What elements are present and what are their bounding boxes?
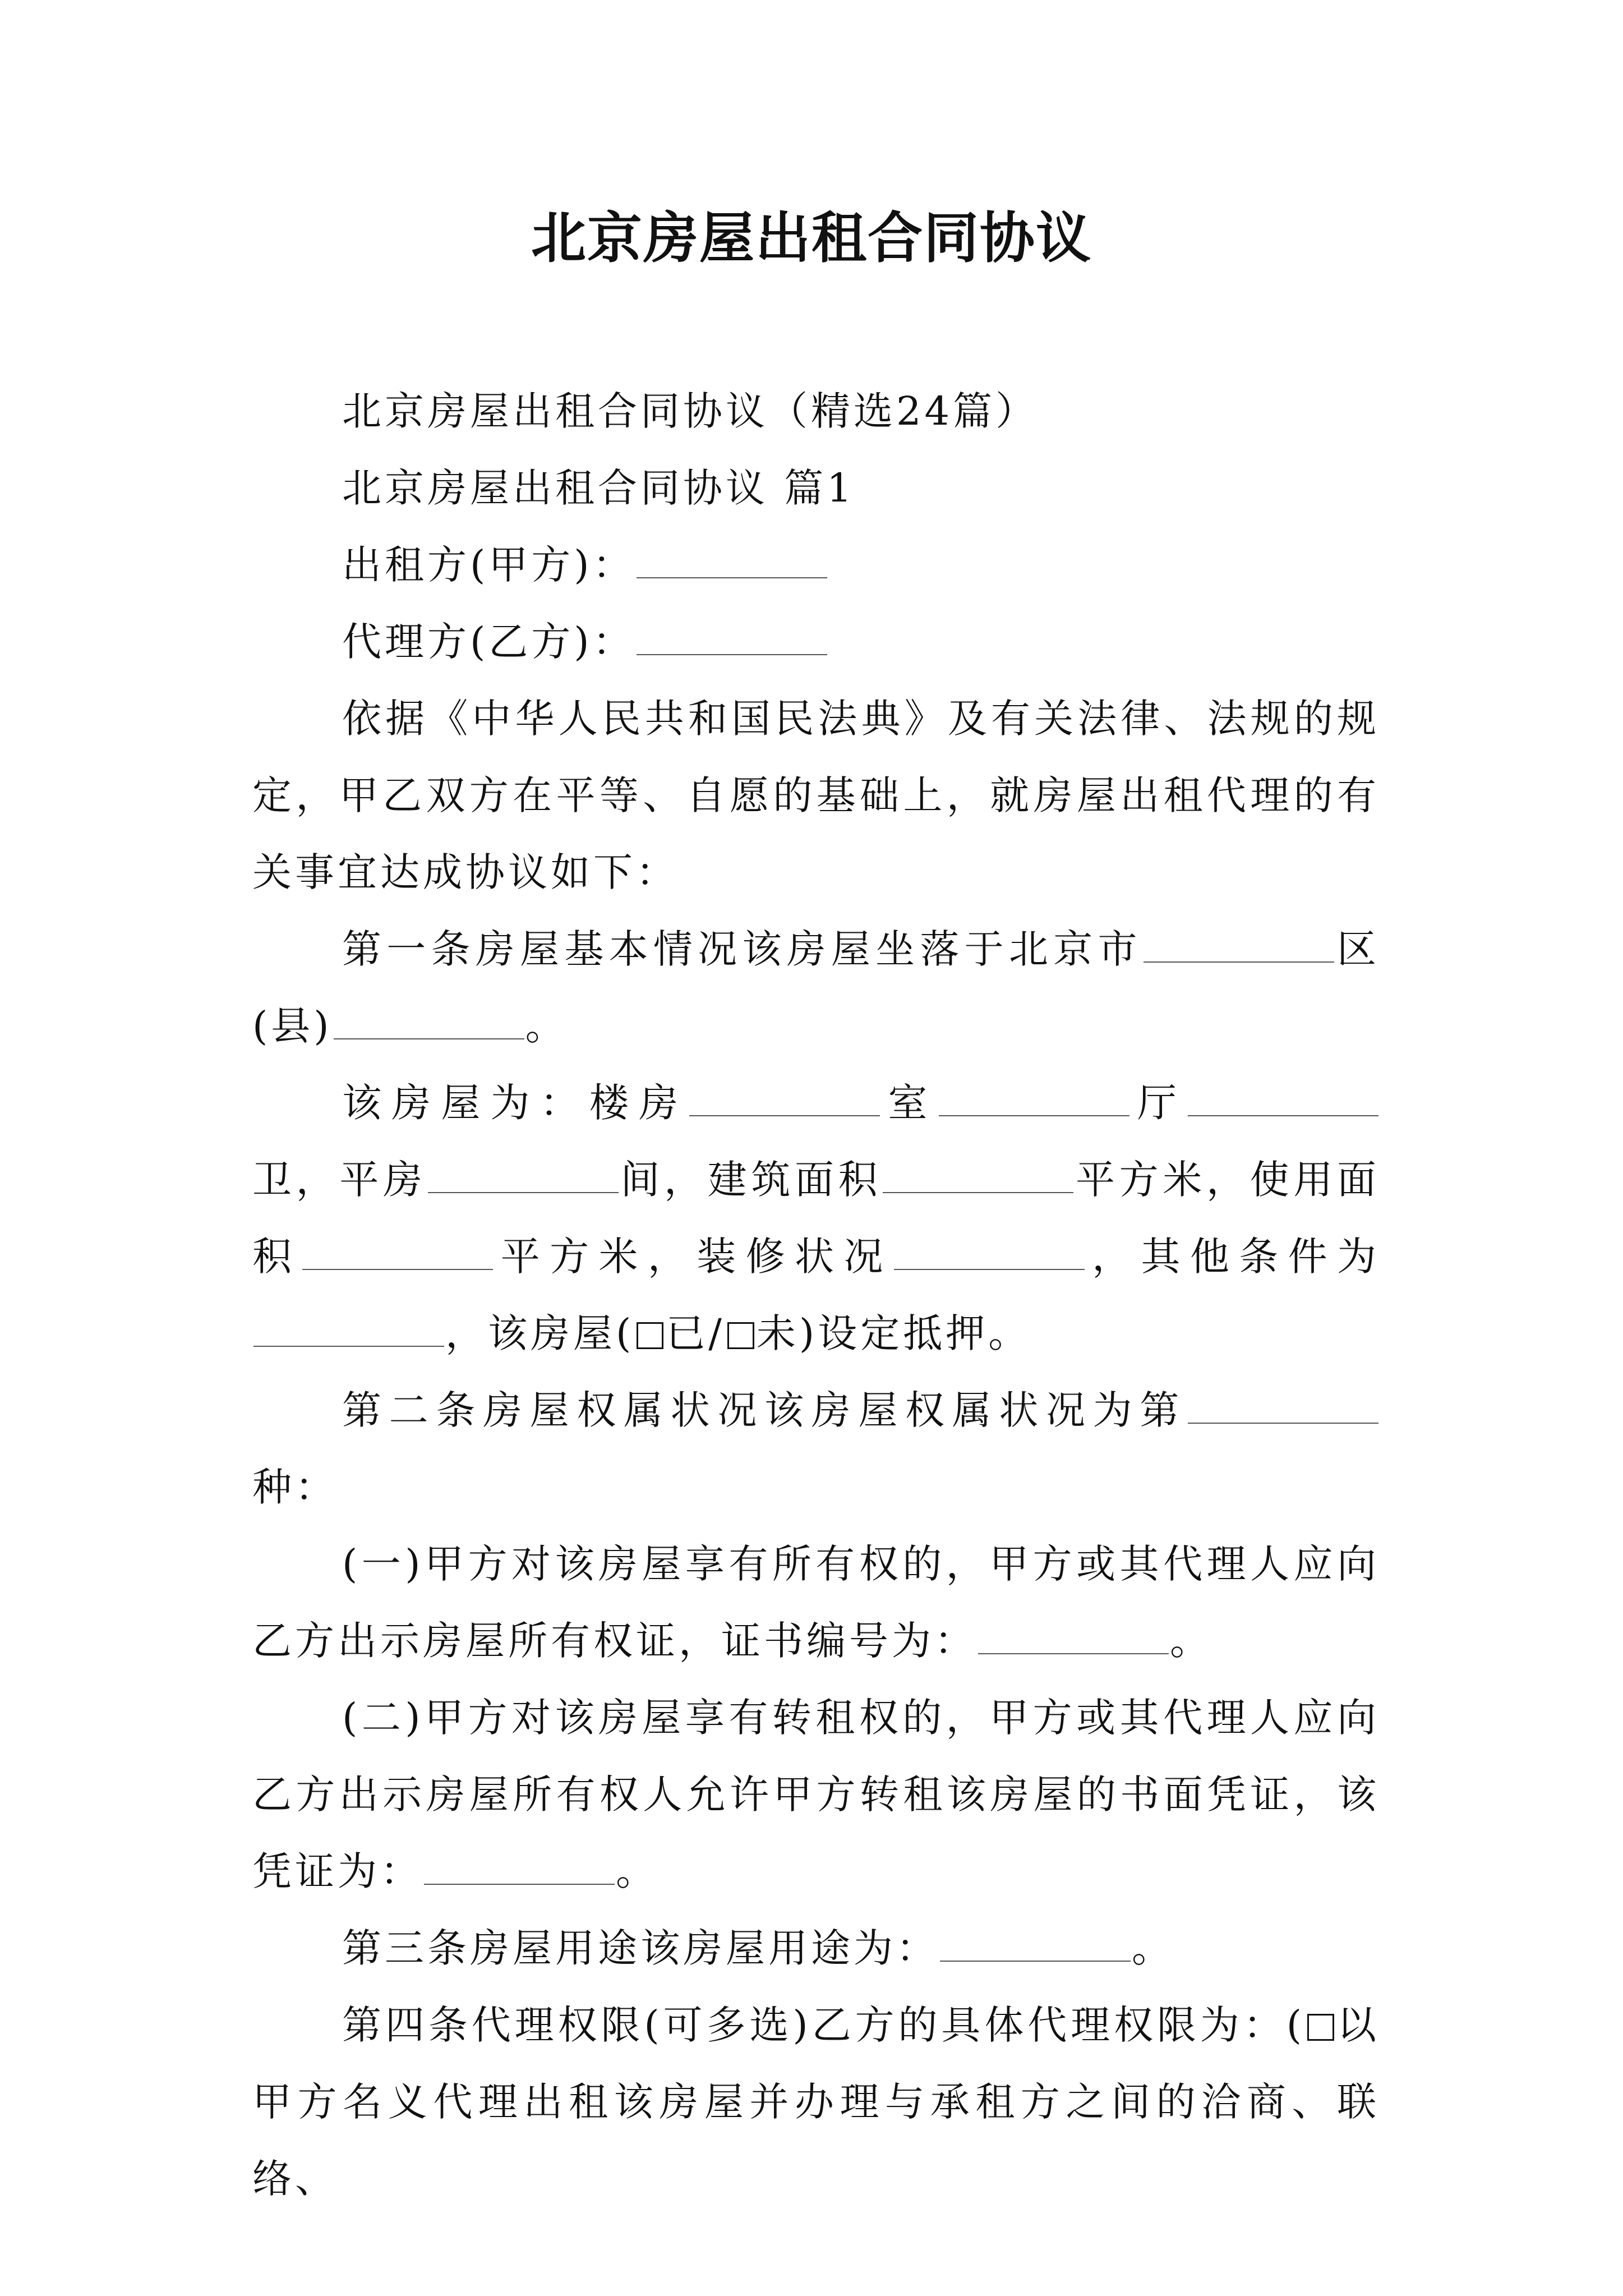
house-text-h: ，其他条件为 [1085,1234,1380,1280]
house-text-f: 平方米，使用面积 [252,1157,1380,1280]
county-blank [334,1005,524,1039]
house-description-paragraph [252,1065,1380,1372]
article-2-text-b: 种： [252,1464,338,1510]
article-3-text-b: 。 [1132,1925,1174,1971]
article-1-text-b: 区(县) [252,926,1380,1049]
certificate-number-blank [978,1619,1169,1654]
mortgaged-checkbox [637,1322,663,1349]
intro-paragraph: 依据《中华人民共和国民法典》及有关法律、法规的规定，甲乙双方在平等、自愿的基础上，就房屋出租代理的有关事宜达成协议如下： [252,696,1380,895]
house-text-i: ，该房屋( [445,1310,635,1356]
house-text-j: 已/ [666,1310,725,1356]
article-1-text-a: 第一条房屋基本情况该房屋坐落于北京市 [342,926,1142,972]
item-2-text-b: 。 [616,1848,658,1894]
usage-blank [940,1927,1131,1962]
house-text-e: 间，建筑面积 [619,1157,882,1203]
article-1-text-c: 。 [525,1003,568,1049]
party-b-blank [637,620,827,655]
party-b-line [252,604,1380,680]
house-text-k: 未)设定抵押。 [756,1310,1031,1356]
building-rooms-blank [689,1082,880,1116]
document-body [252,373,1380,2217]
house-text-c: 厅 [1130,1080,1187,1126]
bungalow-rooms-blank [428,1158,619,1193]
district-blank [1144,928,1334,963]
subtitle-paragraph: 北京房屋出租合同协议（精选24篇） [342,388,1039,434]
article-4-text-a: 第四条代理权限(可多选)乙方的具体代理权限为：( [342,2002,1306,2048]
item-2-paragraph [252,1680,1380,1910]
document-title: 北京房屋出租合同协议 [531,206,1092,270]
bathrooms-blank [1188,1082,1378,1116]
article-2-text-a: 第二条房屋权属状况该房屋权属状况为第 [342,1387,1187,1433]
item-1-text-b: 。 [1170,1618,1212,1664]
item-1-text-a: (一)甲方对该房屋享有所有权的，甲方或其代理人应向乙方出示房屋所有权证，证书编号为： [252,1541,1380,1664]
party-a-blank [637,544,827,578]
party-a-label: 出租方(甲方)： [342,542,635,588]
article-1-paragraph [252,911,1380,1065]
house-text-g: 平方米，装修状况 [494,1234,893,1280]
party-b-label: 代理方(乙方)： [342,619,635,665]
decoration-blank [894,1235,1085,1270]
sublease-proof-blank [424,1850,615,1885]
house-text-d: 卫，平房 [252,1157,427,1203]
party-a-line [252,527,1380,604]
article-3-text-a: 第三条房屋用途该房屋用途为： [342,1925,939,1971]
living-rooms-blank [939,1082,1129,1116]
article-4-text-b: 以甲方名义代理出租该房屋并办理与承租方之间的洽商、联络、 [252,2002,1380,2202]
article-3-paragraph [252,1910,1380,1987]
ownership-type-blank [1188,1389,1378,1424]
agency-option-checkbox [1307,2014,1334,2041]
item-1-paragraph [252,1526,1380,1680]
usable-area-blank [302,1235,493,1270]
article-2-paragraph [252,1372,1380,1526]
article-4-paragraph [252,1987,1380,2217]
other-conditions-blank [253,1312,444,1347]
house-text-a: 该房屋为：楼房 [342,1080,689,1126]
section-heading: 北京房屋出租合同协议 篇1 [342,465,855,511]
not-mortgaged-checkbox [727,1322,754,1349]
building-area-blank [883,1158,1073,1193]
item-2-text-a: (二)甲方对该房屋享有转租权的，甲方或其代理人应向乙方出示房屋所有权人允许甲方转租该房屋的书面凭证，该凭证为： [252,1695,1380,1894]
house-text-b: 室 [881,1080,938,1126]
